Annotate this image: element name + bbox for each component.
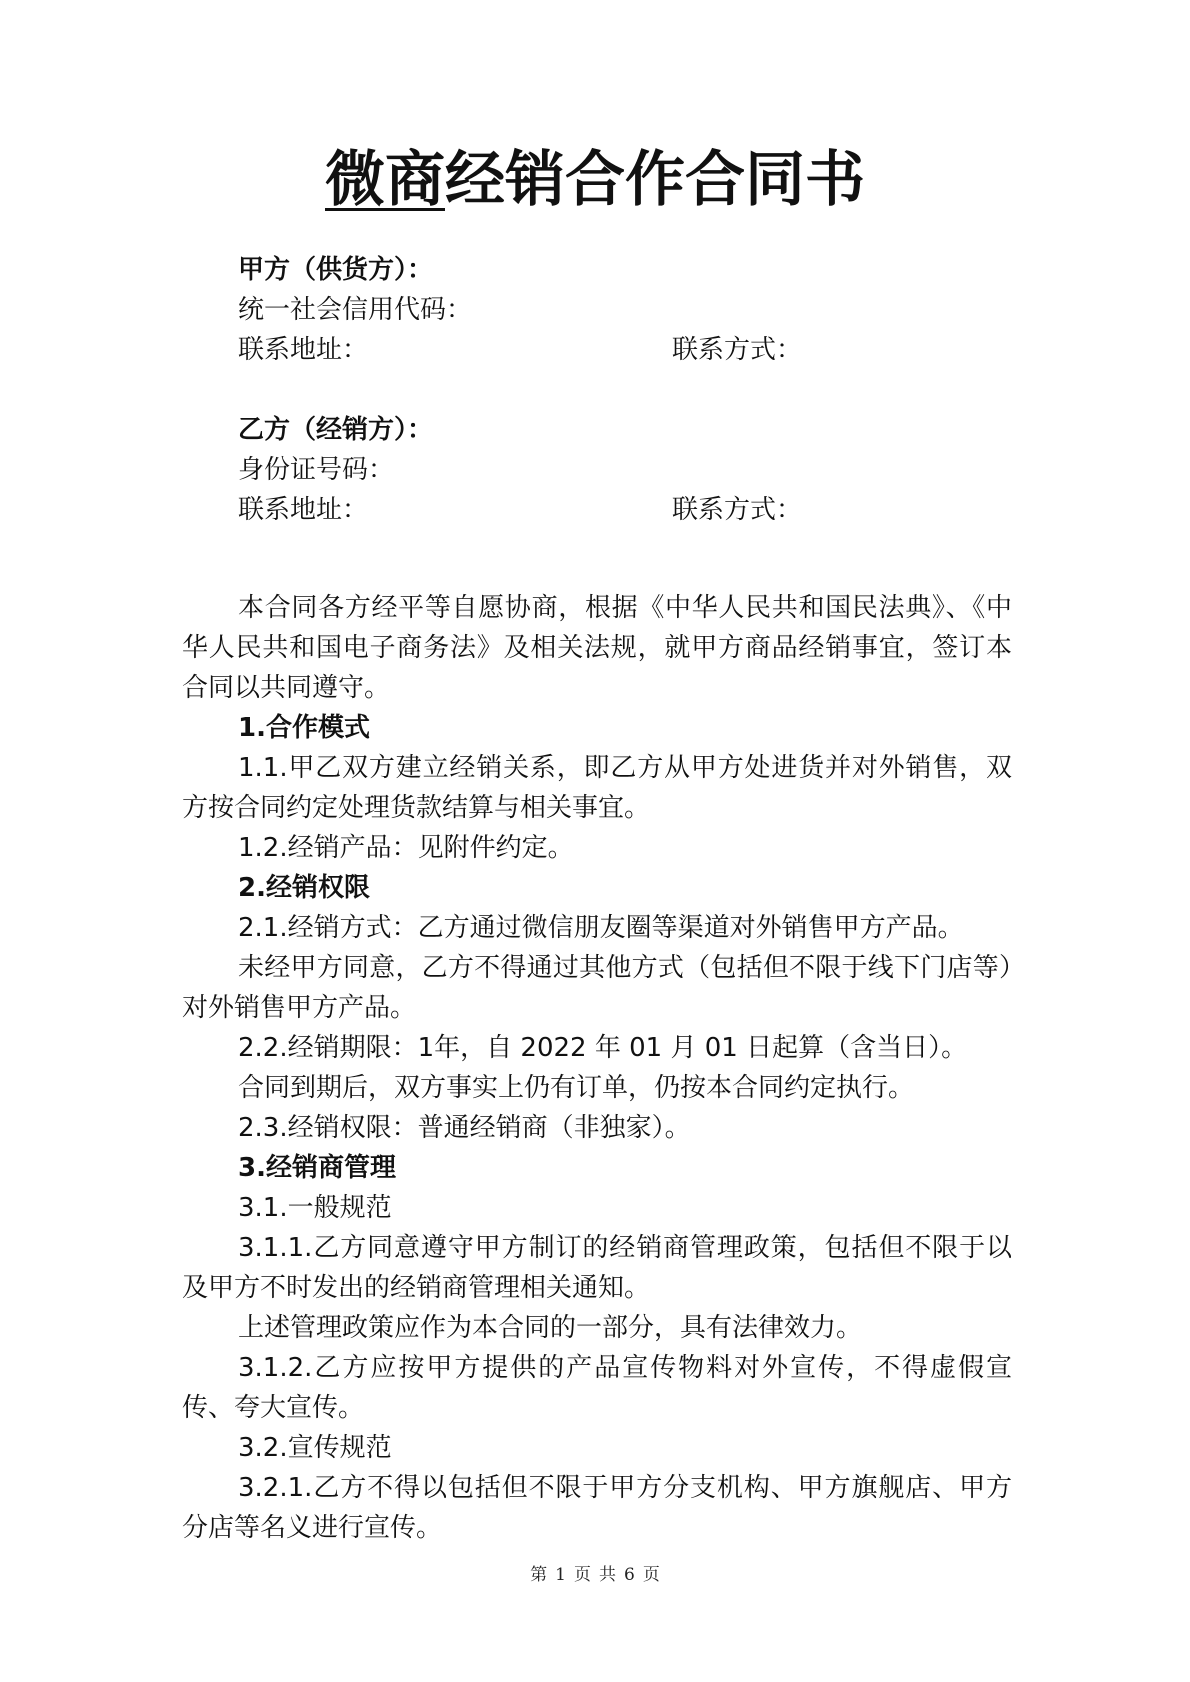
footer-suffix: 页 bbox=[642, 1565, 660, 1585]
party-a-heading: 甲方（供货方）： bbox=[238, 255, 434, 285]
party-b-contact-label: 联系方式： bbox=[672, 495, 803, 525]
clause-3-1-1: 3.1.1.乙方同意遵守甲方制订的经销商管理政策，包括但不限于以及甲方不时发出的经销商管理相关通知。 bbox=[182, 1233, 1012, 1303]
contract-body bbox=[182, 588, 1012, 1548]
party-a-address-label: 联系地址： bbox=[238, 335, 369, 365]
clause-2-3: 2.3.经销权限：普通经销商（非独家）。 bbox=[238, 1113, 691, 1143]
preamble-paragraph: 本合同各方经平等自愿协商，根据《中华人民共和国民法典》、《中华人民共和国电子商务法》及相关法规，就甲方商品经销事宜，签订本合同以共同遵守。 bbox=[182, 593, 1012, 703]
party-a-credit-code-label: 统一社会信用代码： bbox=[238, 295, 473, 325]
party-b-id-label: 身份证号码： bbox=[238, 455, 395, 485]
party-b-heading: 乙方（经销方）： bbox=[238, 415, 434, 445]
clause-3-2-1: 3.2.1.乙方不得以包括但不限于甲方分支机构、甲方旗舰店、甲方分店等名义进行宣传。 bbox=[182, 1473, 1012, 1543]
footer-page-word: 页 bbox=[574, 1565, 591, 1585]
document-title bbox=[0, 140, 1190, 220]
total-pages-number: 6 bbox=[624, 1565, 635, 1585]
party-b-block bbox=[238, 410, 1018, 530]
clause-3-1-1-note: 上述管理政策应作为本合同的一部分，具有法律效力。 bbox=[238, 1313, 863, 1343]
footer-prefix: 第 bbox=[530, 1565, 548, 1585]
current-page-number: 1 bbox=[555, 1565, 566, 1585]
clause-3-1-2: 3.1.2.乙方应按甲方提供的产品宣传物料对外宣传，不得虚假宣传、夸大宣传。 bbox=[182, 1353, 1012, 1423]
clause-2-1: 2.1.经销方式：乙方通过微信朋友圈等渠道对外销售甲方产品。 bbox=[238, 913, 964, 943]
section-heading-2: 2.经销权限 bbox=[238, 873, 370, 903]
clause-3-2: 3.2.宣传规范 bbox=[238, 1433, 392, 1463]
page-footer bbox=[0, 1563, 1190, 1587]
section-heading-3: 3.经销商管理 bbox=[238, 1153, 396, 1183]
clause-2-2-note: 合同到期后，双方事实上仍有订单，仍按本合同约定执行。 bbox=[238, 1073, 915, 1103]
title-rest: 经销合作合同书 bbox=[445, 145, 865, 215]
footer-total-word: 共 bbox=[599, 1565, 616, 1585]
section-heading-1: 1.合作模式 bbox=[238, 713, 370, 743]
clause-1-2: 1.2.经销产品：见附件约定。 bbox=[238, 833, 574, 863]
party-a-block bbox=[238, 250, 1018, 370]
party-a-contact-label: 联系方式： bbox=[672, 335, 803, 365]
clause-3-1: 3.1.一般规范 bbox=[238, 1193, 392, 1223]
title-underlined-part: 微商 bbox=[325, 145, 445, 215]
party-b-address-label: 联系地址： bbox=[238, 495, 369, 525]
clause-1-1: 1.1.甲乙双方建立经销关系，即乙方从甲方处进货并对外销售，双方按合同约定处理货款结算与相关事宜。 bbox=[182, 753, 1012, 823]
clause-2-1-note: 未经甲方同意，乙方不得通过其他方式（包括但不限于线下门店等）对外销售甲方产品。 bbox=[182, 953, 1012, 1023]
clause-2-2: 2.2.经销期限：1年，自 2022 年 01 月 01 日起算（含当日）。 bbox=[238, 1033, 968, 1063]
